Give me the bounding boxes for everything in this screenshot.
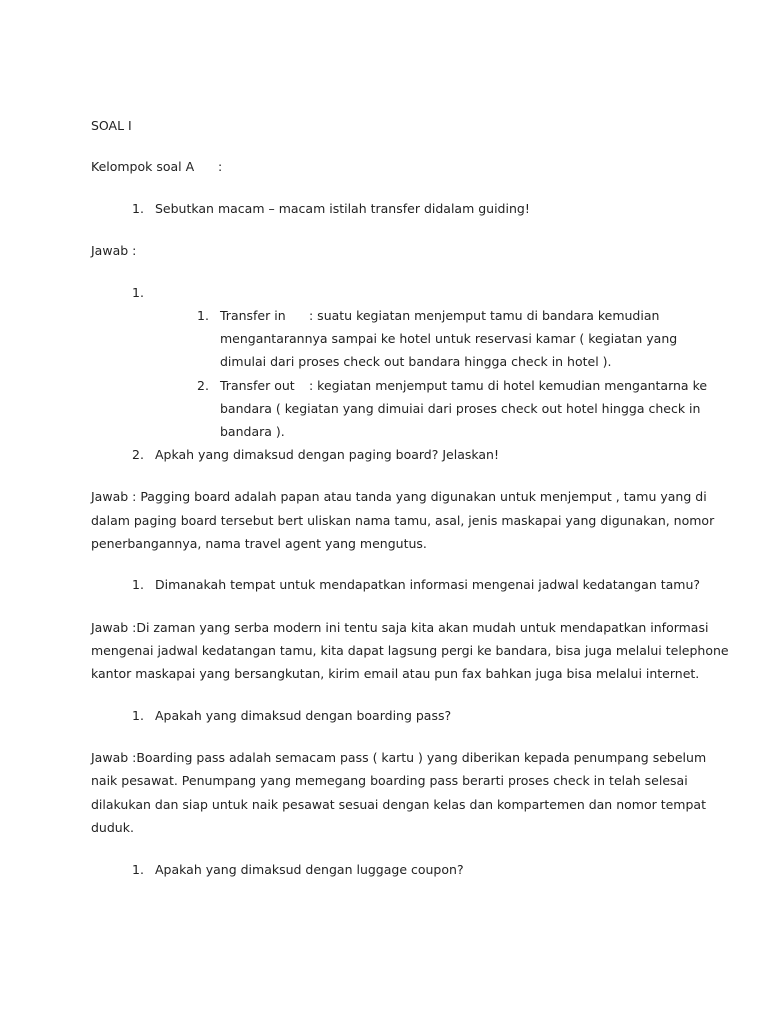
doc-title: SOAL I bbox=[91, 118, 132, 133]
a4-line-4: duduk. bbox=[91, 820, 134, 835]
q3-number: 1. bbox=[132, 577, 144, 592]
a1-item-1-term: Transfer in bbox=[220, 308, 286, 323]
a4-line-3: dilakukan dan siap untuk naik pesawat sesuai dengan kelas dan kompartemen dan nomor tempat bbox=[91, 797, 706, 812]
a3-line-1: Jawab :Di zaman yang serba modern ini tentu saja kita akan mudah untuk mendapatkan informasi bbox=[91, 620, 709, 635]
a1-item-2-line-2: bandara ( kegiatan yang dimuiai dari proses check out hotel hingga check in bbox=[220, 401, 701, 416]
a1-item-2-line-3: bandara ). bbox=[220, 424, 285, 439]
q3-text: Dimanakah tempat untuk mendapatkan informasi mengenai jadwal kedatangan tamu? bbox=[155, 577, 701, 592]
q2-text: Apkah yang dimaksud dengan paging board? Jelaskan! bbox=[155, 447, 499, 462]
a1-item-1-number: 1. bbox=[197, 308, 209, 323]
a2-line-1: Jawab : Pagging board adalah papan atau tanda yang digunakan untuk menjemput , tamu yang di bbox=[91, 489, 707, 504]
a1-item-1-line-2: mengantarannya sampai ke hotel untuk reservasi kamar ( kegiatan yang bbox=[220, 331, 678, 346]
a4-line-2: naik pesawat. Penumpang yang memegang boarding pass berarti proses check in telah selesai bbox=[91, 773, 688, 788]
q4-number: 1. bbox=[132, 708, 144, 723]
group-colon: : bbox=[218, 159, 223, 174]
a3-line-2: mengenai jadwal kedatangan tamu, kita dapat lagsung pergi ke bandara, bisa juga melalui telephone bbox=[91, 643, 729, 658]
q1-text: Sebutkan macam – macam istilah transfer didalam guiding! bbox=[155, 201, 530, 216]
a1-item-1-line-1: : suatu kegiatan menjemput tamu di bandara kemudian bbox=[309, 308, 660, 323]
q4-text: Apakah yang dimaksud dengan boarding pass? bbox=[155, 708, 452, 723]
a4-line-1: Jawab :Boarding pass adalah semacam pass ( kartu ) yang diberikan kepada penumpang sebelum bbox=[91, 750, 707, 765]
q5-text: Apakah yang dimaksud dengan luggage coupon? bbox=[155, 862, 464, 877]
a1-item-2-term: Transfer out bbox=[220, 378, 295, 393]
a3-line-3: kantor maskapai yang bersangkutan, kirim email atau pun fax bahkan juga bisa melalui internet. bbox=[91, 666, 700, 681]
a1-label: Jawab : bbox=[91, 243, 137, 258]
a1-outer-number: 1. bbox=[132, 285, 144, 300]
q1-number: 1. bbox=[132, 201, 144, 216]
group-label: Kelompok soal A bbox=[91, 159, 195, 174]
q5-number: 1. bbox=[132, 862, 144, 877]
a1-item-1-line-3: dimulai dari proses check out bandara hingga check in hotel ). bbox=[220, 354, 612, 369]
a1-item-2-line-1: : kegiatan menjemput tamu di hotel kemudian mengantarna ke bbox=[309, 378, 708, 393]
a2-line-2: dalam paging board tersebut bert uliskan nama tamu, asal, jenis maskapai yang digunakan, nomor bbox=[91, 513, 715, 528]
a2-line-3: penerbangannya, nama travel agent yang mengutus. bbox=[91, 536, 427, 551]
q2-number: 2. bbox=[132, 447, 144, 462]
a1-item-2-number: 2. bbox=[197, 378, 209, 393]
